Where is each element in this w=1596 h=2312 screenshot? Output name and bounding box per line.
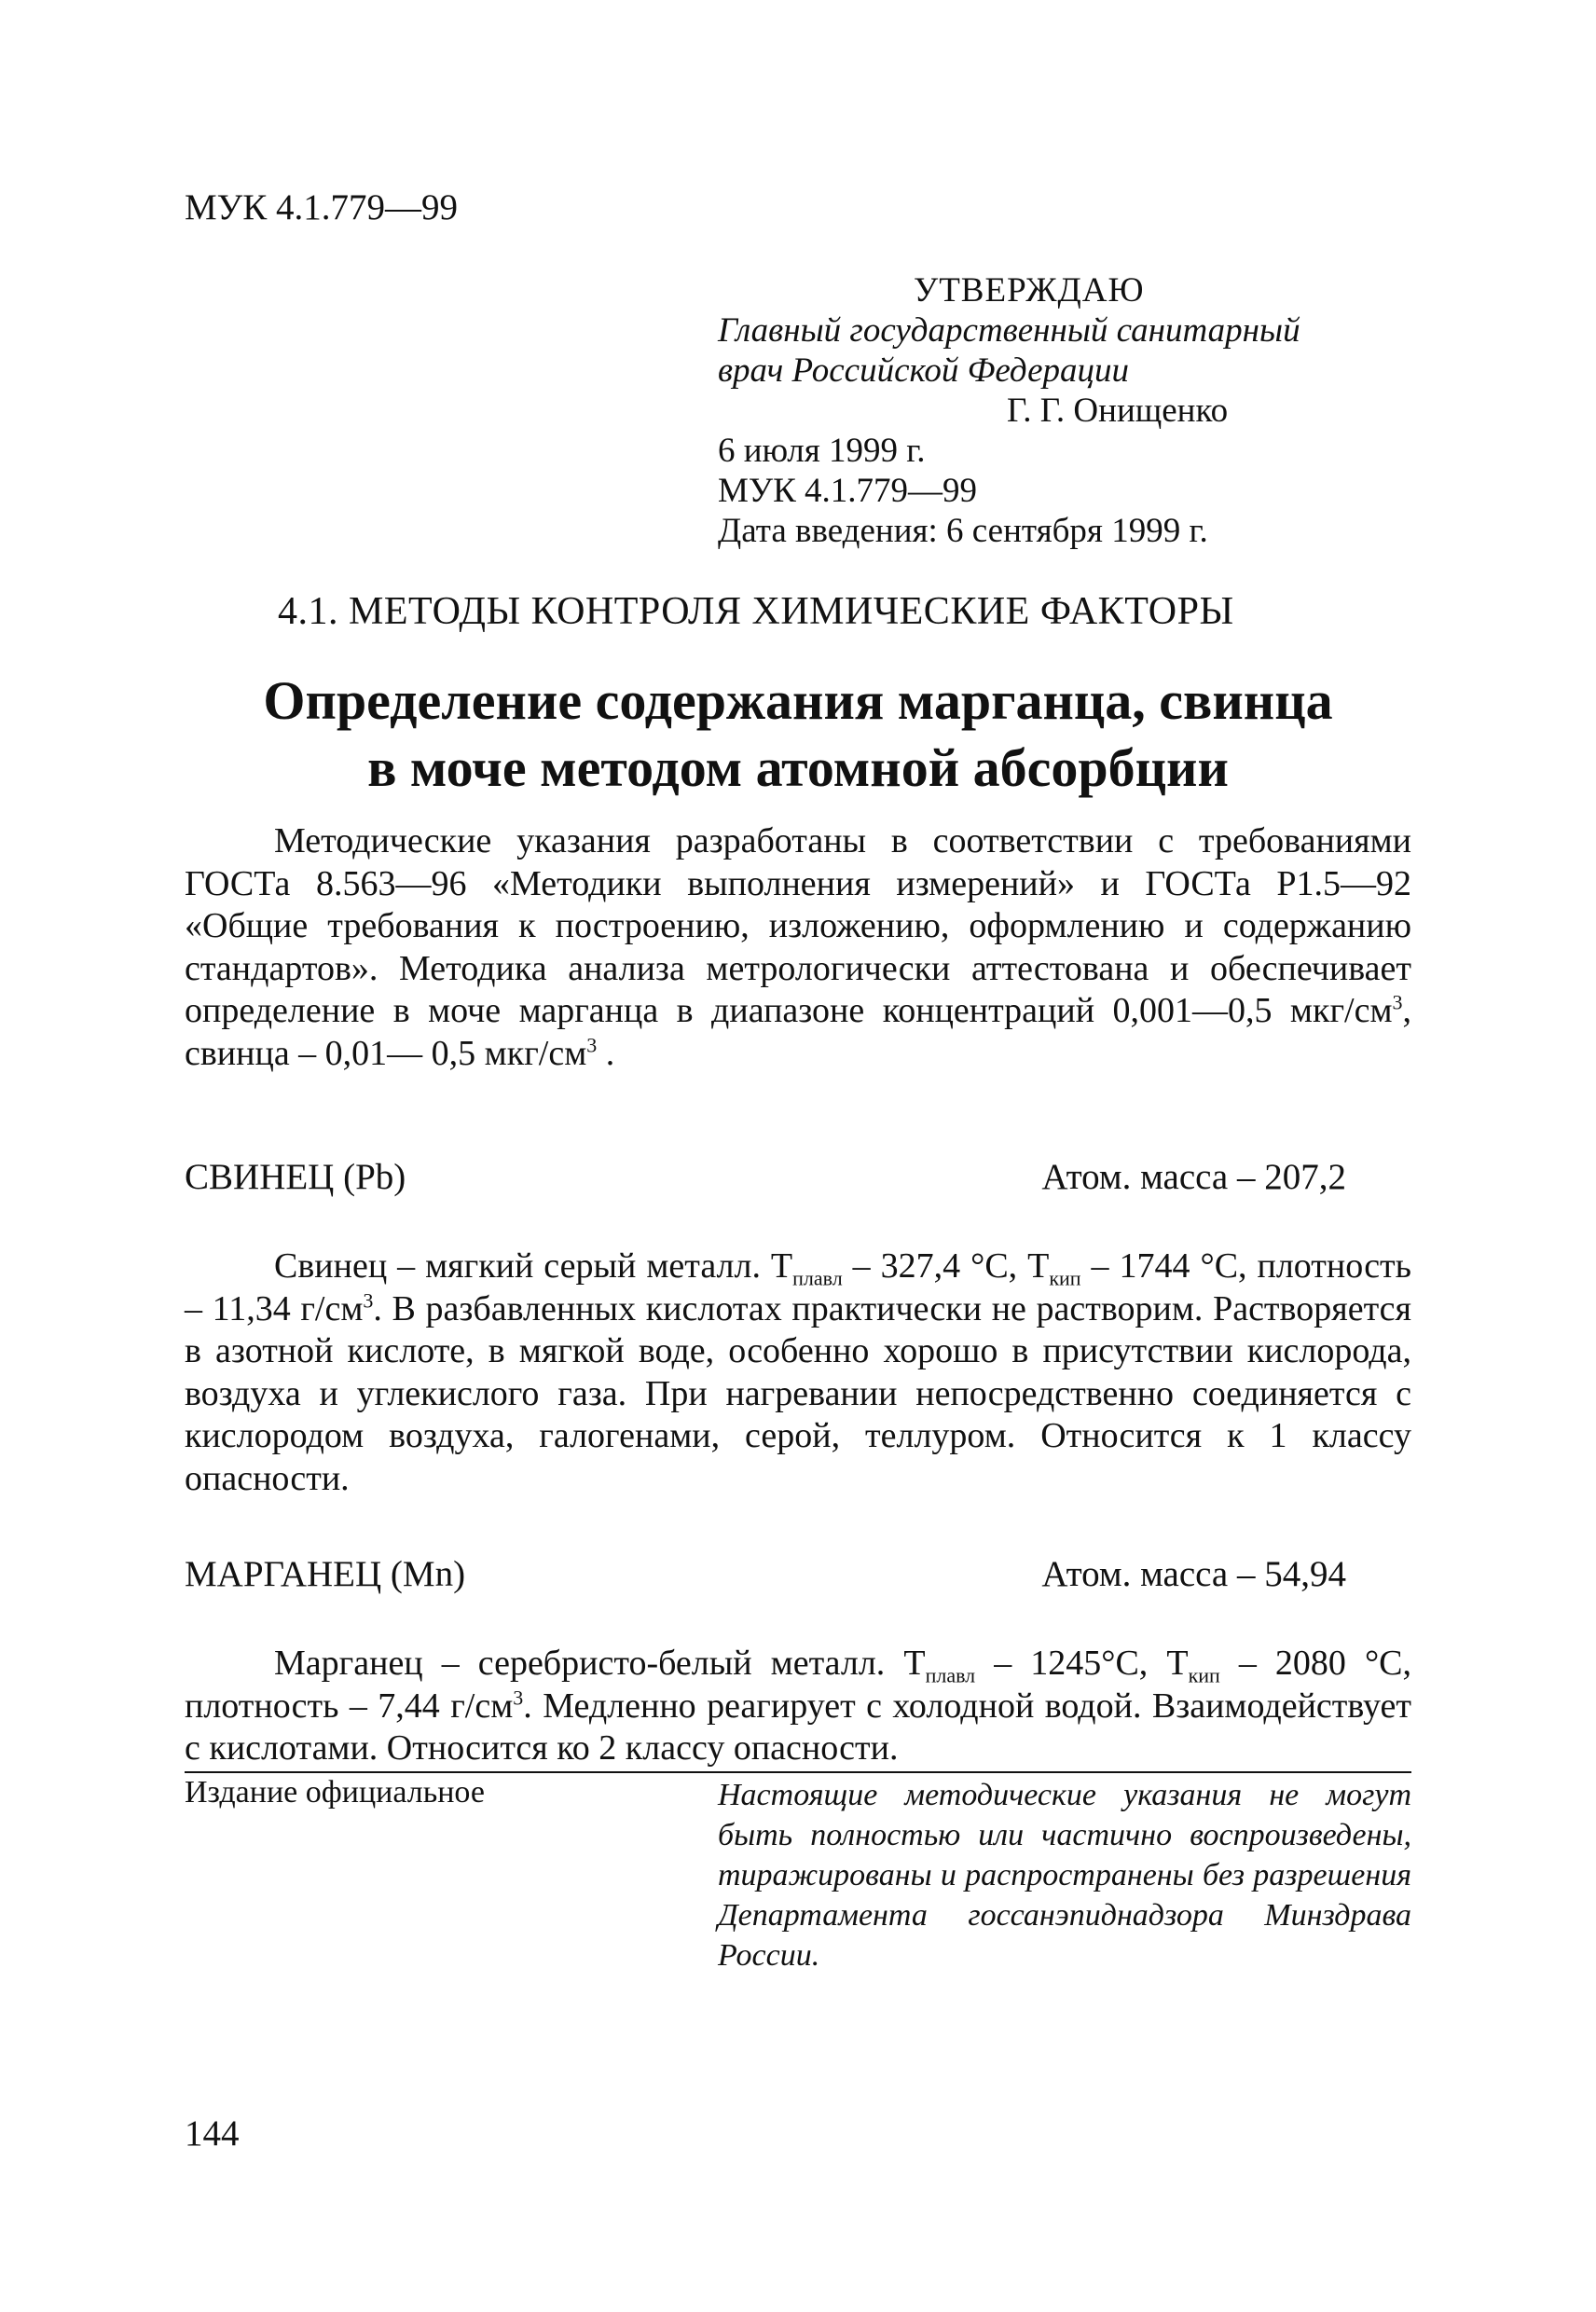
intro-sup2: 3 <box>586 1032 598 1056</box>
lead-sub-melt: плавл <box>792 1266 843 1290</box>
introduction-date: Дата введения: 6 сентября 1999 г. <box>718 512 1208 550</box>
approval-role-line1: Главный государственный санитарный <box>718 311 1300 350</box>
manganese-sup: 3 <box>513 1685 524 1709</box>
footer-divider <box>185 1771 1411 1773</box>
manganese-paragraph <box>185 1643 1411 1770</box>
official-edition-label: Издание официальное <box>185 1775 485 1810</box>
lead-element-name: СВИНЕЦ (Pb) <box>185 1157 406 1197</box>
title-line2: в моче методом атомной абсорбции <box>367 737 1229 798</box>
lead-paragraph <box>185 1245 1411 1500</box>
lead-heading-row <box>185 1156 1346 1198</box>
page-number: 144 <box>185 2113 240 2154</box>
lead-text4: . В разбавленных кислотах практически не растворим. Растворяется в азотной кислоте, в мягкой воде, особенно хорошо в присутствии кислорода, воздуха и углекислого газа. При нагревании непосредственно соединяется с кислородом воздуха, галогенами, серой, теллуром. Относится к 1 классу опасности. <box>185 1288 1411 1498</box>
intro-sup1: 3 <box>1392 990 1403 1014</box>
manganese-sub-melt: плавл <box>925 1663 976 1687</box>
manganese-element-name: МАРГАНЕЦ (Mn) <box>185 1554 466 1594</box>
copyright-notice: Настоящие методические указания не могут быть полностью или частично воспроизведены, тиражированы и распространены без разрешения Департамента госсанэпиднадзора Минздрава России. <box>718 1778 1411 1973</box>
intro-text: Методические указания разработаны в соответствии с требованиями ГОСТа 8.563—96 «Методики выполнения измерений» и ГОСТа Р1.5—92 «Общие требования к построению, изложению, оформлению и содержанию стандартов». Методика анализа метрологически аттестована и обеспечивает определение в моче марганца в диапазоне концентраций 0,001—0,5 мкг/см <box>185 821 1411 1030</box>
manganese-text3: – 2080 °С, плотность – 7,44 г/см <box>185 1644 1411 1726</box>
approval-title: УТВЕРЖДАЮ <box>914 271 1145 310</box>
approval-date: 6 июля 1999 г. <box>718 432 926 470</box>
manganese-sub-boil: кип <box>1188 1663 1220 1687</box>
manganese-text4: . Медленно реагирует с холодной водой. Взаимодействует с кислотами. Относится ко 2 классу опасности. <box>185 1686 1412 1768</box>
lead-text3: – 1744 °С, плотность – 11,34 г/см <box>185 1246 1411 1328</box>
lead-text1: Свинец – мягкий серый металл. Т <box>274 1246 793 1286</box>
lead-sup: 3 <box>363 1287 374 1312</box>
document-code: МУК 4.1.779—99 <box>185 187 459 227</box>
intro-paragraph <box>185 820 1411 1075</box>
intro-mid: , свинца – 0,01— 0,5 мкг/см <box>185 991 1411 1073</box>
manganese-atomic-mass: Атом. масса – 54,94 <box>1041 1554 1346 1594</box>
manganese-heading-row <box>185 1553 1346 1595</box>
approval-code: МУК 4.1.779—99 <box>718 472 978 510</box>
approval-block <box>718 270 1426 551</box>
manganese-text1: Марганец – серебристо-белый металл. Т <box>274 1644 926 1683</box>
title-line1: Определение содержания марганца, свинца <box>263 670 1333 731</box>
lead-text2: – 327,4 °С, Т <box>842 1246 1050 1286</box>
lead-atomic-mass: Атом. масса – 207,2 <box>1041 1157 1346 1197</box>
section-heading: 4.1. МЕТОДЫ КОНТРОЛЯ ХИМИЧЕСКИЕ ФАКТОРЫ <box>278 590 1234 633</box>
intro-end: . <box>597 1033 615 1073</box>
lead-sub-boil: кип <box>1049 1266 1081 1290</box>
approval-signatory: Г. Г. Онищенко <box>1007 392 1229 430</box>
approval-role-line2: врач Российской Федерации <box>718 351 1130 390</box>
document-title <box>185 667 1411 802</box>
manganese-text2: – 1245°С, Т <box>975 1644 1189 1683</box>
